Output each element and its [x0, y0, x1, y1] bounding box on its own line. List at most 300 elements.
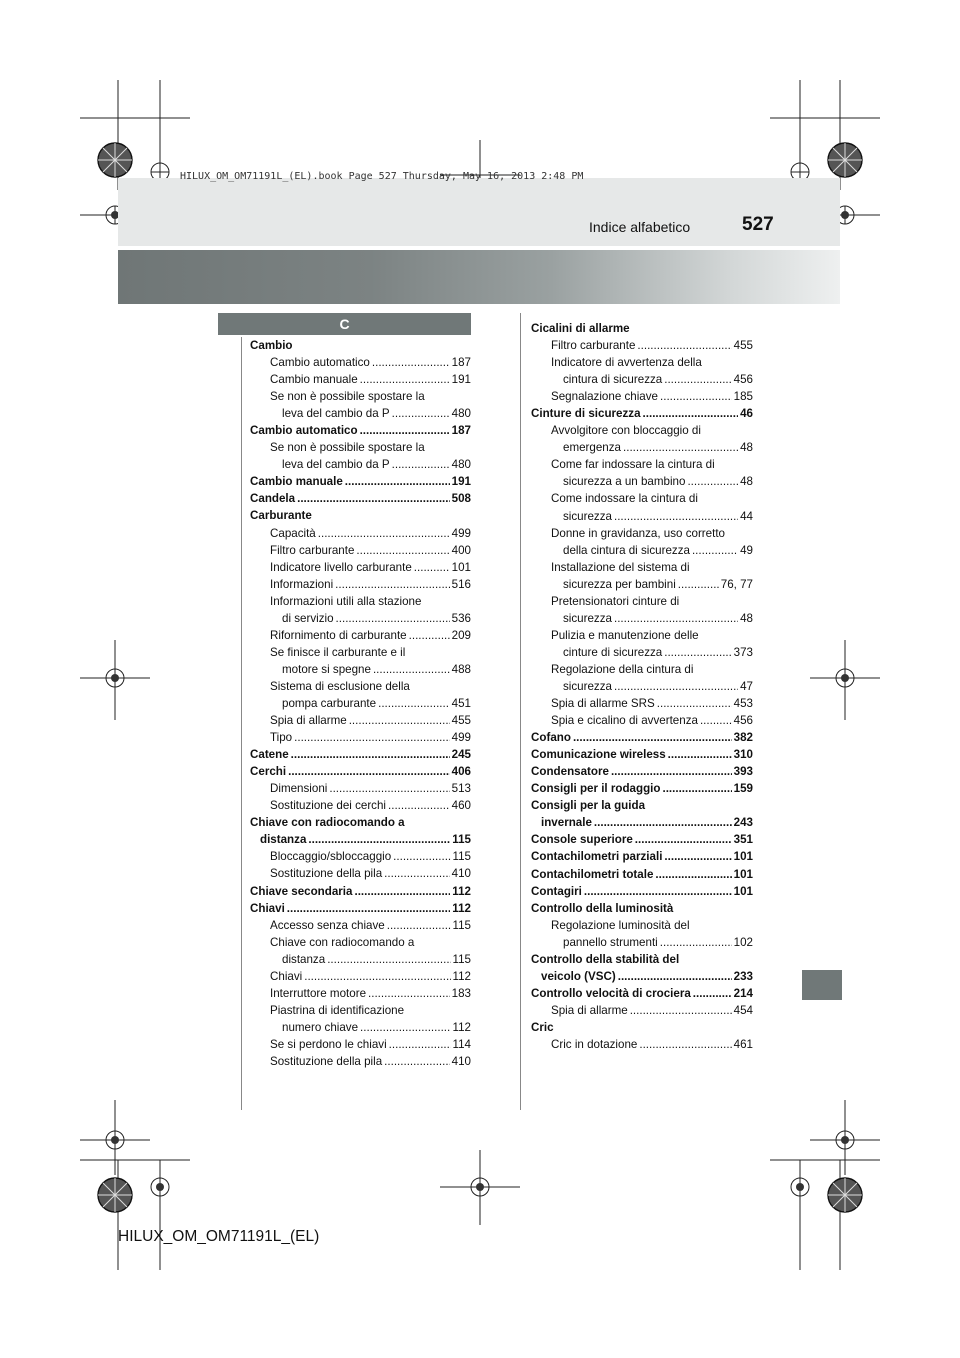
index-entry-label: Informazioni utili alla stazione [270, 594, 422, 608]
index-entry-page: 44 [740, 509, 753, 523]
index-entry-page: 508 [451, 492, 471, 506]
dot-leader [336, 610, 450, 627]
index-entry-label: Consigli per la guida [531, 799, 646, 813]
index-entry [531, 985, 753, 1002]
index-entry [250, 644, 471, 661]
index-entry-label: Controllo della stabilità del [531, 952, 680, 966]
dot-leader [614, 610, 738, 627]
index-entry-label: Sostituzione della pila [270, 867, 383, 881]
index-entry [531, 354, 753, 371]
index-entry-label: Accesso senza chiave [270, 918, 385, 932]
column-rule-middle [520, 313, 521, 1110]
index-entry-label: Spia di allarme [551, 1003, 628, 1017]
index-entry-label: Se non è possibile spostare la [270, 441, 425, 455]
index-entry-page: 499 [451, 526, 471, 540]
column-rule-left [241, 337, 242, 1110]
index-entry [250, 934, 471, 951]
dot-leader [660, 934, 732, 951]
dot-leader [356, 542, 449, 559]
index-entry [531, 814, 753, 831]
dot-leader [639, 1036, 731, 1053]
index-entry-label: Se finisce il carburante e il [270, 645, 406, 659]
dot-leader [308, 831, 450, 848]
index-entry [531, 644, 753, 661]
dot-leader [700, 712, 732, 729]
index-entry-label: pompa carburante [282, 696, 377, 710]
dot-leader [614, 678, 738, 695]
index-entry [250, 388, 471, 405]
dot-leader [389, 1036, 451, 1053]
index-entry-page: 410 [451, 867, 471, 881]
index-entry [531, 422, 753, 439]
index-entry-label: Cinture di sicurezza [531, 407, 641, 421]
index-entry [531, 405, 753, 422]
dot-leader [611, 763, 732, 780]
dot-leader [393, 848, 450, 865]
dot-leader [573, 729, 732, 746]
index-entry-label: Condensatore [531, 765, 609, 779]
dot-leader [687, 473, 738, 490]
index-entry [250, 968, 471, 985]
index-entry [531, 848, 753, 865]
dot-leader [614, 508, 738, 525]
dot-leader [318, 525, 450, 542]
index-entry-label: cinture di sicurezza [563, 645, 663, 659]
index-entry-page: 115 [452, 952, 471, 966]
index-entry [250, 337, 471, 354]
index-entry-page: 245 [451, 748, 471, 762]
index-entry-page: 102 [733, 935, 753, 949]
dot-leader [392, 456, 450, 473]
dot-leader [664, 848, 731, 865]
index-entry-label: Dimensioni [270, 782, 328, 796]
index-entry-label: Donne in gravidanza, uso corretto [551, 526, 726, 540]
index-entry-label: distanza [260, 833, 307, 847]
index-entry [250, 917, 471, 934]
index-entry-label: numero chiave [282, 1020, 359, 1034]
dot-leader [360, 371, 450, 388]
index-entry-label: sicurezza [563, 611, 612, 625]
dot-leader [678, 576, 719, 593]
index-entry [531, 627, 753, 644]
dot-leader [373, 661, 450, 678]
dot-leader [294, 729, 450, 746]
index-entry [531, 763, 753, 780]
index-entry-label: Rifornimento di carburante [270, 628, 407, 642]
index-entry-label: della cintura di sicurezza [563, 543, 690, 557]
index-entry-page: 76, 77 [720, 577, 753, 591]
index-entry [250, 542, 471, 559]
index-entry [250, 985, 471, 1002]
index-column-1 [250, 337, 471, 1070]
index-entry-label: distanza [282, 952, 326, 966]
dot-leader [594, 814, 732, 831]
index-entry-page: 187 [451, 356, 471, 370]
index-entry-page: 480 [451, 407, 471, 421]
index-entry [250, 763, 471, 780]
index-entry-page: 400 [451, 543, 471, 557]
index-entry [531, 508, 753, 525]
index-entry-label: sicurezza per bambini [563, 577, 676, 591]
index-entry-label: Controllo della luminosità [531, 901, 674, 915]
dot-leader [637, 337, 731, 354]
index-entry-page: 451 [451, 696, 471, 710]
section-letter-header: C [218, 313, 471, 335]
dot-leader [655, 866, 731, 883]
index-entry-label: Comunicazione wireless [531, 748, 666, 762]
dot-leader [664, 371, 731, 388]
index-entry-page: 455 [733, 339, 753, 353]
index-entry-page: 456 [733, 373, 753, 387]
index-entry-label: Segnalazione chiave [551, 390, 658, 404]
index-entry [531, 934, 753, 951]
index-entry-page: 115 [452, 833, 471, 847]
index-entry [250, 593, 471, 610]
index-entry-page: 233 [733, 969, 753, 983]
index-entry-label: sicurezza a un bambino [563, 475, 686, 489]
index-entry [250, 354, 471, 371]
index-entry-label: Controllo velocità di crociera [531, 986, 691, 1000]
index-entry [250, 439, 471, 456]
index-entry [531, 576, 753, 593]
index-entry [531, 968, 753, 985]
index-entry-label: Bloccaggio/sbloccaggio [270, 850, 392, 864]
index-entry-label: Contachilometri parziali [531, 850, 663, 864]
index-entry-label: Cambio manuale [250, 475, 343, 489]
index-entry-label: Chiave con radiocomando a [270, 935, 415, 949]
index-entry-label: Consigli per il rodaggio [531, 782, 661, 796]
index-entry [531, 712, 753, 729]
dot-leader [345, 473, 450, 490]
dot-leader [360, 422, 450, 439]
index-entry [531, 729, 753, 746]
index-entry [250, 1053, 471, 1070]
index-entry-page: 114 [452, 1037, 471, 1051]
index-entry-label: veicolo (VSC) [541, 969, 616, 983]
index-entry-page: 112 [452, 901, 471, 915]
index-entry [250, 780, 471, 797]
dot-leader [287, 900, 450, 917]
index-entry [531, 695, 753, 712]
header-band [118, 178, 840, 246]
index-entry-label: Contachilometri totale [531, 867, 654, 881]
index-entry-label: leva del cambio da P [282, 458, 390, 472]
index-entry-page: 191 [451, 373, 471, 387]
index-entry-label: Regolazione luminosità del [551, 918, 690, 932]
index-entry [531, 661, 753, 678]
index-entry-page: 214 [733, 986, 753, 1000]
dot-leader [660, 388, 732, 405]
dot-leader [360, 1019, 450, 1036]
index-entry [531, 593, 753, 610]
index-entry [250, 900, 471, 917]
index-entry [250, 746, 471, 763]
index-entry [531, 525, 753, 542]
index-entry [531, 917, 753, 934]
index-entry-page: 183 [451, 986, 471, 1000]
dot-leader [643, 405, 739, 422]
index-entry-label: Cric [531, 1020, 554, 1034]
index-entry [531, 797, 753, 814]
dot-leader [304, 968, 450, 985]
index-entry [250, 490, 471, 507]
index-entry [250, 559, 471, 576]
index-entry-page: 351 [733, 833, 753, 847]
page-title: Indice alfabetico [589, 219, 691, 235]
dot-leader [291, 746, 450, 763]
dot-leader [409, 627, 450, 644]
index-entry [250, 883, 471, 900]
index-entry [531, 337, 753, 354]
index-entry-page: 456 [733, 714, 753, 728]
index-entry-page: 461 [733, 1037, 753, 1051]
index-entry-label: emergenza [563, 441, 622, 455]
index-entry [250, 729, 471, 746]
index-entry [531, 746, 753, 763]
index-column-2 [531, 320, 753, 1053]
index-entry-page: 159 [733, 782, 753, 796]
index-entry-page: 243 [733, 816, 753, 830]
index-entry-page: 48 [740, 611, 753, 625]
index-entry [531, 678, 753, 695]
index-entry-page: 48 [740, 475, 753, 489]
index-entry-page: 112 [452, 969, 471, 983]
thumb-index-tab [802, 970, 842, 1000]
index-entry-page: 393 [733, 765, 753, 779]
index-entry-label: Chiave con radiocomando a [250, 816, 405, 830]
dot-leader [384, 1053, 450, 1070]
index-entry-page: 101 [733, 884, 753, 898]
dot-leader [384, 865, 450, 882]
index-entry-page: 47 [740, 679, 753, 693]
index-entry-page: 49 [740, 543, 753, 557]
index-entry [531, 900, 753, 917]
index-entry-label: Spia di allarme [270, 714, 347, 728]
index-entry-page: 455 [451, 714, 471, 728]
index-entry-label: Cambio automatico [250, 424, 358, 438]
print-imprint: HILUX_OM_OM71191L_(EL).book Page 527 Thursday, May 16, 2013 2:48 PM [180, 171, 584, 182]
footer-doc-code: HILUX_OM_OM71191L_(EL) [118, 1228, 320, 1245]
index-entry-page: 185 [733, 390, 753, 404]
index-entry-label: Catene [250, 748, 289, 762]
index-entry-page: 410 [451, 1054, 471, 1068]
header-gradient-bar [118, 250, 840, 304]
index-entry-page: 406 [451, 765, 471, 779]
index-entry-page: 48 [740, 441, 753, 455]
index-entry-label: sicurezza [563, 509, 612, 523]
index-entry-label: Cicalini di allarme [531, 322, 630, 335]
dot-leader [329, 780, 449, 797]
index-entry-label: Chiave secondaria [250, 884, 353, 898]
index-entry [250, 422, 471, 439]
index-entry [531, 866, 753, 883]
index-entry-label: Cric in dotazione [551, 1037, 638, 1051]
index-entry [531, 388, 753, 405]
index-entry-label: Sistema di esclusione della [270, 679, 410, 693]
index-entry [531, 1019, 753, 1036]
index-entry [531, 1036, 753, 1053]
index-entry-page: 112 [452, 884, 471, 898]
index-entry-label: Come indossare la cintura di [551, 492, 698, 506]
index-entry [531, 542, 753, 559]
index-entry-label: Candela [250, 492, 296, 506]
index-entry [531, 371, 753, 388]
index-entry [250, 1019, 471, 1036]
index-entry-label: Chiavi [270, 969, 303, 983]
index-entry [531, 610, 753, 627]
index-entry-page: 488 [451, 662, 471, 676]
index-entry [250, 814, 471, 831]
index-entry [531, 831, 753, 848]
index-entry [250, 610, 471, 627]
index-entry [250, 951, 471, 968]
page-number: 527 [742, 214, 774, 235]
index-entry-page: 373 [733, 645, 753, 659]
dot-leader [388, 797, 450, 814]
index-entry-label: Cofano [531, 731, 571, 745]
index-entry [250, 797, 471, 814]
index-entry-label: Installazione del sistema di [551, 560, 690, 574]
dot-leader [387, 917, 451, 934]
index-entry [531, 320, 753, 337]
index-entry-label: Indicatore di avvertenza della [551, 356, 702, 370]
dot-leader [664, 644, 731, 661]
index-entry-page: 460 [451, 799, 471, 813]
index-entry-page: 101 [733, 867, 753, 881]
index-entry-label: Contagiri [531, 884, 582, 898]
index-entry-label: Se si perdono le chiavi [270, 1037, 387, 1051]
index-entry [250, 1036, 471, 1053]
index-entry-label: pannello strumenti [563, 935, 658, 949]
index-entry-page: 115 [452, 918, 471, 932]
index-entry-label: Console superiore [531, 833, 633, 847]
dot-leader [662, 780, 731, 797]
index-entry [250, 525, 471, 542]
index-entry-label: Carburante [250, 509, 312, 523]
dot-leader [372, 354, 450, 371]
index-entry-label: Sostituzione dei cerchi [270, 799, 386, 813]
index-entry-label: Tipo [270, 731, 293, 745]
index-entry [531, 490, 753, 507]
index-entry-label: Spia e cicalino di avvertenza [551, 714, 698, 728]
index-entry-page: 191 [451, 475, 471, 489]
index-entry-page: 209 [451, 628, 471, 642]
index-entry-label: Capacità [270, 526, 316, 540]
index-entry [531, 951, 753, 968]
index-entry-label: Cambio automatico [270, 356, 370, 370]
index-entry-label: sicurezza [563, 679, 612, 693]
index-entry [531, 456, 753, 473]
index-entry [250, 661, 471, 678]
index-entry-page: 115 [452, 850, 471, 864]
dot-leader [349, 712, 450, 729]
dot-leader [392, 405, 450, 422]
index-entry-label: Pretensionatori cinture di [551, 594, 680, 608]
dot-leader [668, 746, 732, 763]
index-entry [250, 848, 471, 865]
index-entry-page: 480 [451, 458, 471, 472]
index-entry-label: Piastrina di identificazione [270, 1003, 405, 1017]
index-entry-label: motore si spegne [282, 662, 371, 676]
index-entry-label: Spia di allarme SRS [551, 697, 655, 711]
dot-leader [623, 439, 738, 456]
dot-leader [414, 559, 450, 576]
dot-leader [635, 831, 732, 848]
index-entry-page: 454 [733, 1003, 753, 1017]
index-entry [250, 456, 471, 473]
dot-leader [368, 985, 450, 1002]
index-entry-label: Avvolgitore con bloccaggio di [551, 424, 701, 438]
index-entry [250, 712, 471, 729]
index-entry [250, 371, 471, 388]
index-entry-label: Come far indossare la cintura di [551, 458, 715, 472]
index-entry [250, 1002, 471, 1019]
dot-leader [288, 763, 450, 780]
dot-leader [378, 695, 450, 712]
index-entry-page: 536 [451, 611, 471, 625]
index-entry-label: Se non è possibile spostare la [270, 390, 425, 404]
index-entry-label: Filtro carburante [551, 339, 636, 353]
dot-leader [630, 1002, 732, 1019]
index-entry-label: Interruttore motore [270, 986, 367, 1000]
index-entry-label: leva del cambio da P [282, 407, 390, 421]
index-entry-label: di servizio [282, 611, 334, 625]
index-entry [531, 780, 753, 797]
index-entry-label: Cerchi [250, 765, 287, 779]
index-entry-label: invernale [541, 816, 592, 830]
dot-leader [693, 985, 732, 1002]
index-entry [531, 559, 753, 576]
index-entry [250, 473, 471, 490]
dot-leader [692, 542, 738, 559]
dot-leader [297, 490, 450, 507]
index-entry-page: 112 [452, 1020, 471, 1034]
index-entry [531, 883, 753, 900]
index-entry-page: 453 [733, 697, 753, 711]
index-entry-label: Cambio manuale [270, 373, 358, 387]
index-entry-label: Regolazione della cintura di [551, 662, 694, 676]
index-entry-page: 46 [740, 407, 753, 421]
index-entry-label: Informazioni [270, 577, 334, 591]
index-entry-label: Cambio [250, 339, 293, 352]
index-entry [531, 1002, 753, 1019]
index-entry-page: 513 [451, 782, 471, 796]
index-entry-label: Indicatore livello carburante [270, 560, 412, 574]
index-entry-label: Filtro carburante [270, 543, 355, 557]
index-entry-label: Sostituzione della pila [270, 1054, 383, 1068]
index-entry [250, 405, 471, 422]
index-entry [250, 507, 471, 524]
index-entry [250, 865, 471, 882]
index-entry-page: 310 [733, 748, 753, 762]
dot-leader [584, 883, 732, 900]
index-entry-page: 499 [451, 731, 471, 745]
index-entry [250, 627, 471, 644]
index-entry-label: cintura di sicurezza [563, 373, 663, 387]
dot-leader [335, 576, 450, 593]
index-entry [250, 831, 471, 848]
index-entry-label: Chiavi [250, 901, 285, 915]
index-entry-page: 516 [451, 577, 471, 591]
dot-leader [657, 695, 732, 712]
index-entry [531, 473, 753, 490]
index-entry [250, 576, 471, 593]
dot-leader [327, 951, 450, 968]
index-entry-page: 187 [451, 424, 471, 438]
index-entry [531, 439, 753, 456]
index-entry [250, 695, 471, 712]
index-entry-page: 101 [733, 850, 753, 864]
